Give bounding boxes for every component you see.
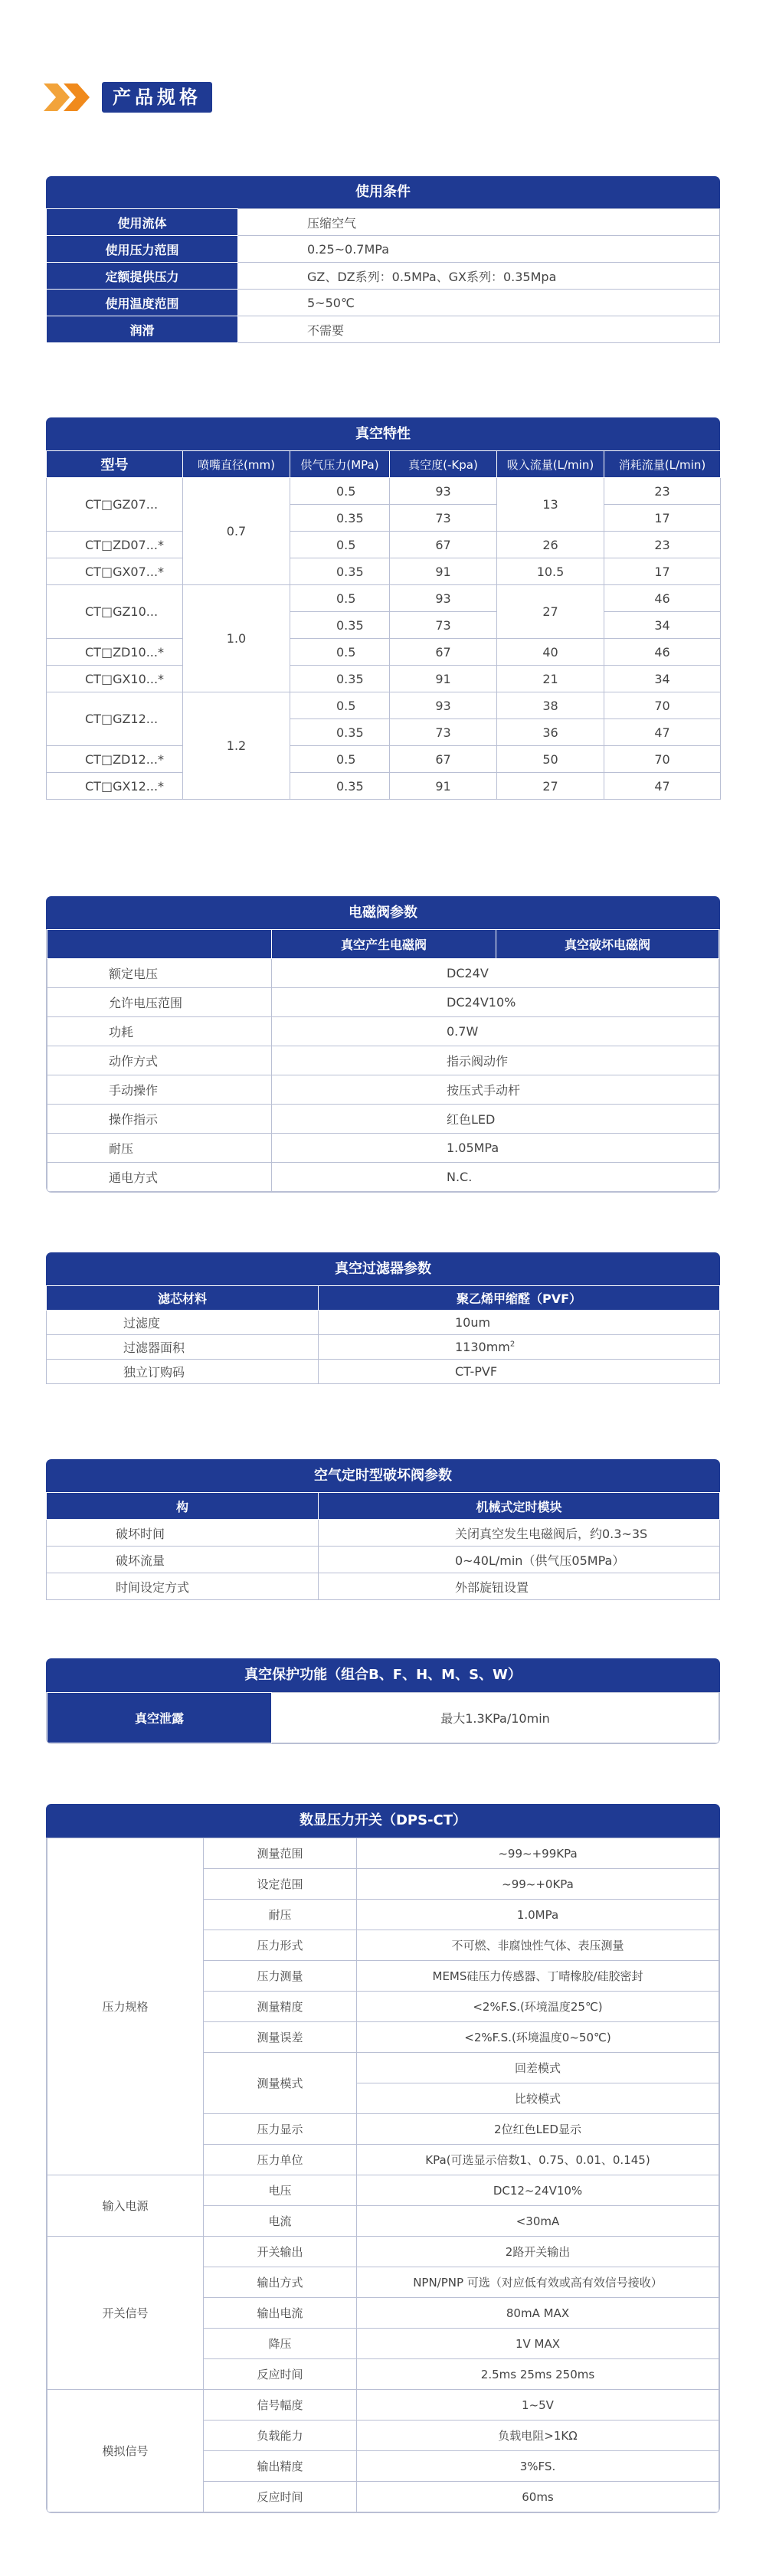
- table-row: [47, 1547, 720, 1573]
- suction-cell: 13: [497, 478, 604, 532]
- param-cell: 负载能力: [204, 2421, 357, 2451]
- condition-label: 使用压力范围: [47, 236, 238, 263]
- header-row: [47, 930, 719, 959]
- value-cell: 1V MAX: [357, 2329, 719, 2359]
- blank-header: [47, 930, 272, 959]
- column-header: 吸入流量(L/min): [497, 451, 604, 478]
- value-cell: 80mA MAX: [357, 2298, 719, 2329]
- pressure-cell: 0.35: [290, 505, 390, 532]
- column-header: 喷嘴直径(mm): [183, 451, 290, 478]
- timer-value: 关闭真空发生电磁阀后，约0.3~3S: [319, 1520, 720, 1547]
- vacuum-title: 真空特性: [46, 417, 720, 450]
- suction-cell: 36: [497, 719, 604, 746]
- use-conditions-section: [46, 176, 720, 343]
- timer-value: 外部旋钮设置: [319, 1573, 720, 1600]
- consumption-cell: 17: [604, 558, 721, 585]
- vacuum-cell: 91: [390, 666, 497, 692]
- header-row: [47, 1286, 720, 1311]
- value-cell: MEMS硅压力传感器、丁晴橡胶/硅胶密封: [357, 1961, 719, 1992]
- solenoid-value: N.C.: [272, 1163, 719, 1192]
- pressure-switch-section: [46, 1804, 720, 2513]
- vacuum-cell: 73: [390, 612, 497, 639]
- table-row: [47, 692, 721, 719]
- table-row: [47, 2237, 719, 2267]
- solenoid-title: 电磁阀参数: [46, 896, 720, 929]
- column-header: 滤芯材料: [47, 1286, 319, 1311]
- param-cell: 压力显示: [204, 2114, 357, 2145]
- column-header: 真空破坏电磁阀: [496, 930, 719, 959]
- consumption-cell: 23: [604, 532, 721, 558]
- param-cell: 输出电流: [204, 2298, 357, 2329]
- table-row: [47, 746, 721, 773]
- solenoid-label: 允许电压范围: [47, 988, 272, 1017]
- value-cell: KPa(可选显示倍数1、0.75、0.01、0.145): [357, 2145, 719, 2175]
- model-cell: CT□ZD10...*: [47, 639, 183, 666]
- timer-valve-title: 空气定时型破坏阀参数: [46, 1459, 720, 1492]
- filter-label: 独立订购码: [47, 1360, 319, 1384]
- column-header: 聚乙烯甲缩醛（PVF）: [319, 1286, 720, 1311]
- condition-value: 压缩空气: [238, 209, 720, 236]
- value-cell: 1.0MPa: [357, 1900, 719, 1930]
- model-cell: CT□GX12...*: [47, 773, 183, 800]
- value-cell: ~99~+99KPa: [357, 1838, 719, 1869]
- table-row: [47, 532, 721, 558]
- table-row: [47, 209, 720, 236]
- nozzle-cell: 1.0: [183, 585, 290, 692]
- model-cell: CT□GZ10...: [47, 585, 183, 639]
- table-row: [47, 290, 720, 316]
- param-cell: 输出方式: [204, 2267, 357, 2298]
- consumption-cell: 70: [604, 692, 721, 719]
- solenoid-value: 指示阀动作: [272, 1046, 719, 1075]
- filter-value-text: 10um: [455, 1315, 491, 1330]
- table-row: [47, 1017, 719, 1046]
- param-cell: 开关输出: [204, 2237, 357, 2267]
- table-row: [47, 1360, 720, 1384]
- vacuum-cell: 73: [390, 505, 497, 532]
- vacuum-cell: 93: [390, 585, 497, 612]
- column-header: 型号: [47, 451, 183, 478]
- filter-value: [319, 1360, 720, 1384]
- value-cell: 3%FS.: [357, 2451, 719, 2482]
- vacuum-cell: 91: [390, 773, 497, 800]
- use-conditions-title: 使用条件: [46, 176, 720, 208]
- suction-cell: 21: [497, 666, 604, 692]
- filter-title: 真空过滤器参数: [46, 1252, 720, 1285]
- pressure-switch-title: 数显压力开关（DPS-CT）: [46, 1804, 720, 1838]
- table-row: [47, 1163, 719, 1192]
- condition-label: 使用流体: [47, 209, 238, 236]
- param-cell: 压力单位: [204, 2145, 357, 2175]
- value-cell: NPN/PNP 可选（对应低有效或高有效信号接收）: [357, 2267, 719, 2298]
- header-row: [47, 1493, 720, 1520]
- timer-valve-table: [46, 1492, 720, 1600]
- protection-section: [46, 1658, 720, 1744]
- filter-value: [319, 1335, 720, 1360]
- suction-cell: 27: [497, 585, 604, 639]
- model-cell: CT□GZ07...: [47, 478, 183, 532]
- superscript: 2: [509, 1340, 516, 1349]
- table-row: [47, 1520, 720, 1547]
- suction-cell: 40: [497, 639, 604, 666]
- table-row: [47, 1335, 720, 1360]
- pressure-cell: 0.5: [290, 692, 390, 719]
- pressure-switch-table: [47, 1838, 719, 2512]
- page-title: 产品规格: [102, 82, 212, 113]
- consumption-cell: 46: [604, 585, 721, 612]
- value-cell: 负载电阻>1KΩ: [357, 2421, 719, 2451]
- value-cell: <2%F.S.(环境温度25℃): [357, 1992, 719, 2022]
- param-cell: 信号幅度: [204, 2390, 357, 2421]
- param-cell: 测量精度: [204, 1992, 357, 2022]
- vacuum-cell: 93: [390, 478, 497, 505]
- param-cell: 压力形式: [204, 1930, 357, 1961]
- filter-label: 过滤器面积: [47, 1335, 319, 1360]
- pressure-cell: 0.5: [290, 585, 390, 612]
- condition-value: 0.25~0.7MPa: [238, 236, 720, 263]
- condition-value: 不需要: [238, 316, 720, 343]
- filter-value: [319, 1311, 720, 1335]
- value-cell: 不可燃、非腐蚀性气体、表压测量: [357, 1930, 719, 1961]
- group-name-cell: 输入电源: [47, 2175, 204, 2237]
- filter-value-text: 1130mm: [455, 1340, 510, 1354]
- header-row: [47, 451, 721, 478]
- table-row: [47, 1693, 719, 1743]
- solenoid-label: 通电方式: [47, 1163, 272, 1192]
- solenoid-value: 1.05MPa: [272, 1134, 719, 1163]
- pressure-cell: 0.35: [290, 558, 390, 585]
- use-conditions-table: [46, 208, 720, 343]
- vacuum-cell: 67: [390, 532, 497, 558]
- table-row: [47, 2390, 719, 2421]
- vacuum-cell: 91: [390, 558, 497, 585]
- param-cell: 降压: [204, 2329, 357, 2359]
- filter-section: [46, 1252, 720, 1384]
- model-cell: CT□GX10...*: [47, 666, 183, 692]
- table-row: [47, 666, 721, 692]
- protection-value: 最大1.3KPa/10min: [272, 1693, 719, 1743]
- value-cell: 2位红色LED显示: [357, 2114, 719, 2145]
- filter-table: [46, 1285, 720, 1384]
- model-cell: CT□ZD07...*: [47, 532, 183, 558]
- pressure-cell: 0.35: [290, 612, 390, 639]
- consumption-cell: 70: [604, 746, 721, 773]
- protection-title: 真空保护功能（组合B、F、H、M、S、W）: [46, 1658, 720, 1692]
- param-cell: 测量模式: [204, 2053, 357, 2114]
- table-row: [47, 988, 719, 1017]
- suction-cell: 50: [497, 746, 604, 773]
- table-row: [47, 263, 720, 290]
- section-header: [42, 80, 212, 114]
- solenoid-value: 按压式手动杆: [272, 1075, 719, 1105]
- table-row: [47, 1838, 719, 1869]
- value-cell: ~99~+0KPa: [357, 1869, 719, 1900]
- protection-table: [47, 1692, 719, 1743]
- value-cell: 比较模式: [357, 2083, 719, 2114]
- pressure-cell: 0.5: [290, 478, 390, 505]
- model-cell: CT□ZD12...*: [47, 746, 183, 773]
- table-row: [47, 236, 720, 263]
- suction-cell: 38: [497, 692, 604, 719]
- param-cell: 测量误差: [204, 2022, 357, 2053]
- column-header: 真空度(-Kpa): [390, 451, 497, 478]
- condition-label: 使用温度范围: [47, 290, 238, 316]
- value-cell: <30mA: [357, 2206, 719, 2237]
- param-cell: 电流: [204, 2206, 357, 2237]
- param-cell: 输出精度: [204, 2451, 357, 2482]
- param-cell: 反应时间: [204, 2359, 357, 2390]
- solenoid-value: 0.7W: [272, 1017, 719, 1046]
- nozzle-cell: 0.7: [183, 478, 290, 585]
- table-row: [47, 585, 721, 612]
- protection-label: 真空泄露: [47, 1693, 272, 1743]
- timer-label: 破坏时间: [47, 1520, 319, 1547]
- column-header: 构: [47, 1493, 319, 1520]
- param-cell: 耐压: [204, 1900, 357, 1930]
- consumption-cell: 47: [604, 719, 721, 746]
- solenoid-label: 功耗: [47, 1017, 272, 1046]
- column-header: 机械式定时模块: [319, 1493, 720, 1520]
- param-cell: 压力测量: [204, 1961, 357, 1992]
- table-row: [47, 478, 721, 505]
- vacuum-cell: 67: [390, 746, 497, 773]
- solenoid-label: 额定电压: [47, 959, 272, 988]
- filter-label: 过滤度: [47, 1311, 319, 1335]
- timer-label: 时间设定方式: [47, 1573, 319, 1600]
- solenoid-value: 红色LED: [272, 1105, 719, 1134]
- suction-cell: 10.5: [497, 558, 604, 585]
- value-cell: DC12~24V10%: [357, 2175, 719, 2206]
- vacuum-cell: 67: [390, 639, 497, 666]
- pressure-cell: 0.35: [290, 773, 390, 800]
- suction-cell: 26: [497, 532, 604, 558]
- param-cell: 反应时间: [204, 2482, 357, 2512]
- condition-label: 润滑: [47, 316, 238, 343]
- solenoid-label: 操作指示: [47, 1105, 272, 1134]
- column-header: 真空产生电磁阀: [272, 930, 496, 959]
- vacuum-cell: 93: [390, 692, 497, 719]
- value-cell: 2.5ms 25ms 250ms: [357, 2359, 719, 2390]
- group-name-cell: 模拟信号: [47, 2390, 204, 2512]
- pressure-cell: 0.5: [290, 639, 390, 666]
- consumption-cell: 23: [604, 478, 721, 505]
- vacuum-table: [46, 450, 721, 800]
- solenoid-value: DC24V10%: [272, 988, 719, 1017]
- table-row: [47, 959, 719, 988]
- param-cell: 测量范围: [204, 1838, 357, 1869]
- group-name-cell: 开关信号: [47, 2237, 204, 2390]
- solenoid-section: [46, 896, 720, 1193]
- param-cell: 设定范围: [204, 1869, 357, 1900]
- value-cell: 1~5V: [357, 2390, 719, 2421]
- table-row: [47, 639, 721, 666]
- timer-valve-section: [46, 1459, 720, 1600]
- consumption-cell: 34: [604, 612, 721, 639]
- column-header: 消耗流量(L/min): [604, 451, 721, 478]
- value-cell: 2路开关输出: [357, 2237, 719, 2267]
- pressure-cell: 0.35: [290, 719, 390, 746]
- model-cell: CT□GZ12...: [47, 692, 183, 746]
- solenoid-label: 耐压: [47, 1134, 272, 1163]
- table-row: [47, 1105, 719, 1134]
- timer-value: 0~40L/min（供气压05MPa）: [319, 1547, 720, 1573]
- value-cell: <2%F.S.(环境温度0~50℃): [357, 2022, 719, 2053]
- consumption-cell: 46: [604, 639, 721, 666]
- filter-value-text: CT-PVF: [455, 1364, 498, 1379]
- value-cell: 60ms: [357, 2482, 719, 2512]
- solenoid-label: 动作方式: [47, 1046, 272, 1075]
- table-row: [47, 1075, 719, 1105]
- vacuum-section: [46, 417, 720, 800]
- table-row: [47, 558, 721, 585]
- condition-value: GZ、DZ系列：0.5MPa、GX系列：0.35Mpa: [238, 263, 720, 290]
- pressure-cell: 0.5: [290, 746, 390, 773]
- table-row: [47, 2175, 719, 2206]
- consumption-cell: 47: [604, 773, 721, 800]
- nozzle-cell: 1.2: [183, 692, 290, 800]
- table-row: [47, 1573, 720, 1600]
- condition-label: 定额提供压力: [47, 263, 238, 290]
- param-cell: 电压: [204, 2175, 357, 2206]
- table-row: [47, 1046, 719, 1075]
- column-header: 供气压力(MPa): [290, 451, 390, 478]
- group-name-cell: 压力规格: [47, 1838, 204, 2175]
- pressure-cell: 0.35: [290, 666, 390, 692]
- consumption-cell: 34: [604, 666, 721, 692]
- solenoid-label: 手动操作: [47, 1075, 272, 1105]
- model-cell: CT□GX07...*: [47, 558, 183, 585]
- pressure-cell: 0.5: [290, 532, 390, 558]
- double-chevron-icon: [42, 80, 96, 114]
- vacuum-cell: 73: [390, 719, 497, 746]
- solenoid-value: DC24V: [272, 959, 719, 988]
- value-cell: 回差模式: [357, 2053, 719, 2083]
- table-row: [47, 1134, 719, 1163]
- timer-label: 破坏流量: [47, 1547, 319, 1573]
- consumption-cell: 17: [604, 505, 721, 532]
- table-row: [47, 316, 720, 343]
- condition-value: 5~50℃: [238, 290, 720, 316]
- suction-cell: 27: [497, 773, 604, 800]
- table-row: [47, 1311, 720, 1335]
- table-row: [47, 773, 721, 800]
- solenoid-table: [47, 929, 719, 1192]
